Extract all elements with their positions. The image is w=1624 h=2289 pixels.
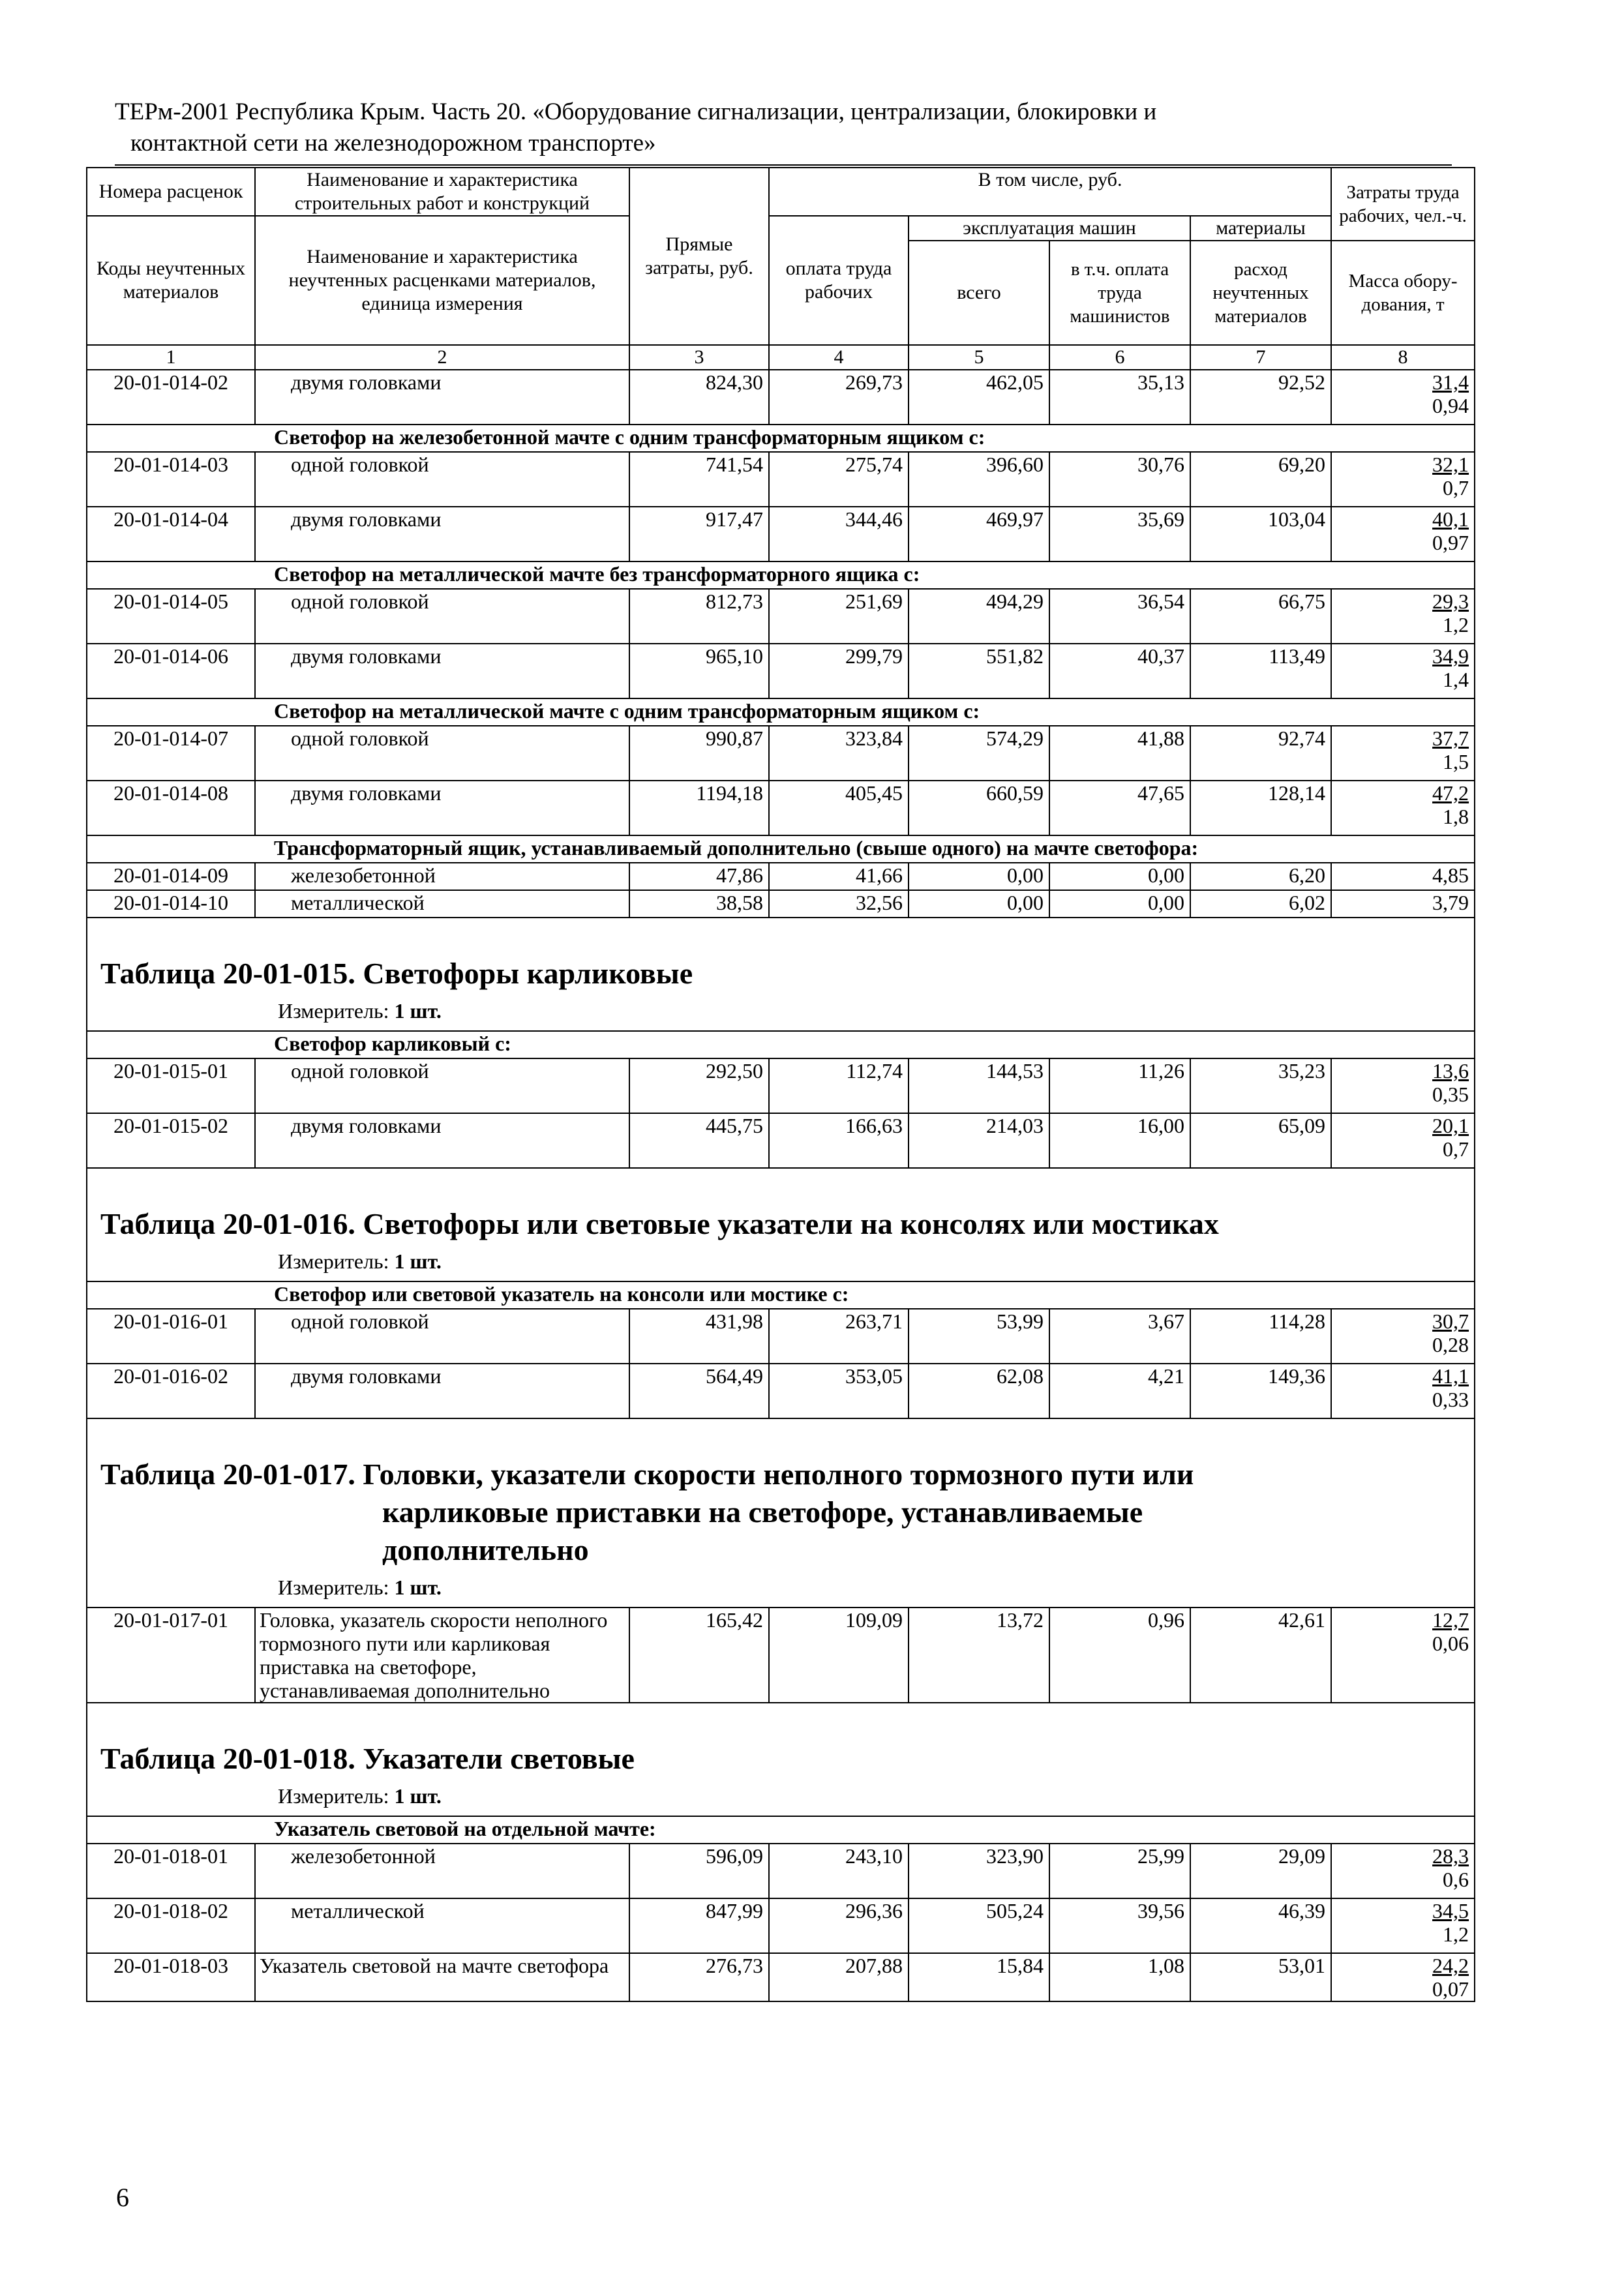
value-mach-labor: 40,37 xyxy=(1049,644,1190,698)
header-line-2: контактной сети на железнодорожном транспорте» xyxy=(130,130,656,157)
value-direct: 276,73 xyxy=(629,1953,769,2001)
value-mach-labor: 0,00 xyxy=(1049,890,1190,918)
value-mat: 92,52 xyxy=(1190,370,1331,425)
column-number-1: 1 xyxy=(87,345,255,370)
table-row xyxy=(87,1309,1475,1364)
rate-name: металлической xyxy=(255,890,629,918)
value-direct: 741,54 xyxy=(629,452,769,507)
equipment-mass: 0,7 xyxy=(1443,476,1469,500)
table-title-row xyxy=(87,918,1475,1031)
value-direct: 847,99 xyxy=(629,1898,769,1953)
value-mat: 46,39 xyxy=(1190,1898,1331,1953)
value-direct: 431,98 xyxy=(629,1309,769,1364)
labor-hours-cell: 3,79 xyxy=(1331,890,1475,918)
value-mach: 494,29 xyxy=(909,589,1049,644)
value-mach-labor: 35,13 xyxy=(1049,370,1190,425)
value-mat: 53,01 xyxy=(1190,1953,1331,2001)
table-title xyxy=(100,1456,1469,1569)
table-row xyxy=(87,589,1475,644)
value-mat: 149,36 xyxy=(1190,1364,1331,1418)
equipment-mass: 0,07 xyxy=(1432,1977,1469,2001)
value-mat: 65,09 xyxy=(1190,1113,1331,1168)
measure-value: 1 шт. xyxy=(394,999,442,1023)
equipment-mass: 0,7 xyxy=(1443,1137,1469,1161)
labor-hours-value: 40,1 xyxy=(1432,507,1469,531)
in-total-header: В том числе, руб. xyxy=(769,168,1331,216)
col5-header: всего xyxy=(909,241,1049,345)
value-direct: 165,42 xyxy=(629,1608,769,1703)
rate-code: 20-01-018-01 xyxy=(87,1844,255,1898)
table-title-cell xyxy=(87,1168,1475,1281)
rate-name: Головка, указатель скорости неполного тормозного пути или карликовая приставка на светофоре, устанавливаемая дополнительно xyxy=(255,1608,629,1703)
value-mach-labor: 3,67 xyxy=(1049,1309,1190,1364)
value-labor: 32,56 xyxy=(769,890,909,918)
value-mach-labor: 0,00 xyxy=(1049,863,1190,890)
rate-code: 20-01-016-02 xyxy=(87,1364,255,1418)
value-direct: 445,75 xyxy=(629,1113,769,1168)
col2-header-top: Наименование и характеристика строительных работ и конструкций xyxy=(255,168,629,216)
value-mat: 42,61 xyxy=(1190,1608,1331,1703)
labor-hours xyxy=(1337,507,1469,531)
labor-hours xyxy=(1337,1844,1469,1868)
labor-hours-cell xyxy=(1331,1309,1475,1364)
equipment-mass: 0,28 xyxy=(1432,1333,1469,1356)
col3-header: Прямые затраты, руб. xyxy=(629,168,769,345)
page-header xyxy=(115,97,1524,159)
rate-code: 20-01-018-03 xyxy=(87,1953,255,2001)
table-row xyxy=(87,1898,1475,1953)
labor-hours-value: 31,4 xyxy=(1432,370,1469,394)
table-row xyxy=(87,890,1475,918)
col8-header-bottom: Масса обору-дования, т xyxy=(1331,241,1475,345)
header-rule xyxy=(115,164,1452,166)
measure-label: Измеритель: xyxy=(278,1249,389,1273)
value-labor: 109,09 xyxy=(769,1608,909,1703)
equipment-mass: 1,8 xyxy=(1443,805,1469,828)
value-direct: 1194,18 xyxy=(629,781,769,835)
value-mat: 69,20 xyxy=(1190,452,1331,507)
labor-hours-value: 28,3 xyxy=(1432,1844,1469,1868)
rate-code: 20-01-015-02 xyxy=(87,1113,255,1168)
value-mat: 29,09 xyxy=(1190,1844,1331,1898)
measure-value: 1 шт. xyxy=(394,1576,442,1599)
labor-hours xyxy=(1337,453,1469,476)
value-mach: 0,00 xyxy=(909,890,1049,918)
table-title xyxy=(100,1205,1469,1243)
labor-hours xyxy=(1337,1608,1469,1632)
section-row xyxy=(87,835,1475,863)
rate-code: 20-01-014-02 xyxy=(87,370,255,425)
value-mach: 660,59 xyxy=(909,781,1049,835)
value-mach-labor: 16,00 xyxy=(1049,1113,1190,1168)
price-table-body xyxy=(87,168,1475,2001)
value-mach: 323,90 xyxy=(909,1844,1049,1898)
value-labor: 166,63 xyxy=(769,1113,909,1168)
labor-hours-cell xyxy=(1331,1844,1475,1898)
column-number-3: 3 xyxy=(629,345,769,370)
table-title-line-1: Таблица 20-01-015. Светофоры карликовые xyxy=(100,957,693,990)
table-row xyxy=(87,507,1475,561)
labor-hours-cell xyxy=(1331,589,1475,644)
value-direct: 917,47 xyxy=(629,507,769,561)
table-row xyxy=(87,1364,1475,1418)
value-mach: 144,53 xyxy=(909,1058,1049,1113)
table-title-line-2: карликовые приставки на светофоре, устанавливаемые xyxy=(382,1495,1143,1529)
labor-hours xyxy=(1337,1114,1469,1137)
section-title: Светофор или световой указатель на консоли или мостике с: xyxy=(87,1281,1475,1309)
section-title: Светофор на металлической мачте без трансформаторного ящика с: xyxy=(87,561,1475,589)
labor-hours-cell xyxy=(1331,726,1475,781)
labor-hours-cell xyxy=(1331,1608,1475,1703)
column-number-4: 4 xyxy=(769,345,909,370)
value-mach-labor: 0,96 xyxy=(1049,1608,1190,1703)
rate-name: одной головкой xyxy=(255,452,629,507)
labor-hours-cell xyxy=(1331,507,1475,561)
rate-code: 20-01-018-02 xyxy=(87,1898,255,1953)
value-labor: 263,71 xyxy=(769,1309,909,1364)
rate-code: 20-01-016-01 xyxy=(87,1309,255,1364)
value-labor: 299,79 xyxy=(769,644,909,698)
labor-hours-value: 34,9 xyxy=(1432,644,1469,668)
value-direct: 824,30 xyxy=(629,370,769,425)
section-row xyxy=(87,698,1475,726)
page-number: 6 xyxy=(116,2183,129,2212)
rate-code: 20-01-014-05 xyxy=(87,589,255,644)
value-mat: 6,20 xyxy=(1190,863,1331,890)
labor-hours-value: 12,7 xyxy=(1432,1608,1469,1632)
rate-name: железобетонной xyxy=(255,863,629,890)
rate-name: одной головкой xyxy=(255,726,629,781)
equipment-mass: 0,6 xyxy=(1443,1868,1469,1891)
rate-name: двумя головками xyxy=(255,370,629,425)
value-labor: 296,36 xyxy=(769,1898,909,1953)
value-direct: 564,49 xyxy=(629,1364,769,1418)
rate-code: 20-01-014-08 xyxy=(87,781,255,835)
table-title-cell xyxy=(87,918,1475,1031)
value-mach: 396,60 xyxy=(909,452,1049,507)
equipment-mass: 0,33 xyxy=(1432,1388,1469,1411)
value-mach-labor: 35,69 xyxy=(1049,507,1190,561)
labor-hours-value: 32,1 xyxy=(1432,453,1469,476)
section-row xyxy=(87,1281,1475,1309)
value-mach: 574,29 xyxy=(909,726,1049,781)
table-title-row xyxy=(87,1168,1475,1281)
equipment-mass: 1,5 xyxy=(1443,750,1469,773)
labor-hours-cell xyxy=(1331,1113,1475,1168)
value-direct: 292,50 xyxy=(629,1058,769,1113)
section-row xyxy=(87,1031,1475,1058)
value-mat: 114,28 xyxy=(1190,1309,1331,1364)
value-mach: 505,24 xyxy=(909,1898,1049,1953)
table-row xyxy=(87,370,1475,425)
table-row xyxy=(87,1953,1475,2001)
rate-name: одной головкой xyxy=(255,589,629,644)
labor-hours xyxy=(1337,590,1469,613)
col4-header: оплата труда рабочих xyxy=(769,216,909,345)
rate-name: одной головкой xyxy=(255,1058,629,1113)
rate-name: двумя головками xyxy=(255,644,629,698)
table-measure xyxy=(100,1248,1469,1274)
table-title xyxy=(100,955,1469,993)
section-row xyxy=(87,1816,1475,1844)
value-labor: 275,74 xyxy=(769,452,909,507)
labor-hours-cell xyxy=(1331,781,1475,835)
table-title-line-1: Таблица 20-01-016. Светофоры или световые указатели на консолях или мостиках xyxy=(100,1207,1219,1240)
section-row xyxy=(87,425,1475,452)
table-row xyxy=(87,781,1475,835)
rate-name: одной головкой xyxy=(255,1309,629,1364)
column-numbers-row xyxy=(87,345,1475,370)
equipment-mass: 1,4 xyxy=(1443,668,1469,691)
materials-header: материалы xyxy=(1190,216,1331,241)
value-mat: 92,74 xyxy=(1190,726,1331,781)
header-line-1: ТЕРм-2001 Республика Крым. Часть 20. «Оборудование сигнализации, централизации, блокировки и xyxy=(115,98,1157,125)
value-mach-labor: 39,56 xyxy=(1049,1898,1190,1953)
value-mach-labor: 41,88 xyxy=(1049,726,1190,781)
labor-hours-value: 20,1 xyxy=(1432,1114,1469,1137)
table-title-row xyxy=(87,1703,1475,1816)
value-labor: 269,73 xyxy=(769,370,909,425)
rate-name: двумя головками xyxy=(255,1113,629,1168)
value-labor: 251,69 xyxy=(769,589,909,644)
value-mat: 103,04 xyxy=(1190,507,1331,561)
table-title-cell xyxy=(87,1418,1475,1608)
value-mat: 128,14 xyxy=(1190,781,1331,835)
rate-code: 20-01-014-09 xyxy=(87,863,255,890)
rate-code: 20-01-014-06 xyxy=(87,644,255,698)
rate-code: 20-01-014-03 xyxy=(87,452,255,507)
rate-code: 20-01-014-07 xyxy=(87,726,255,781)
measure-label: Измеритель: xyxy=(278,999,389,1023)
value-mach-labor: 11,26 xyxy=(1049,1058,1190,1113)
value-mach-labor: 1,08 xyxy=(1049,1953,1190,2001)
value-mach-labor: 47,65 xyxy=(1049,781,1190,835)
labor-hours xyxy=(1337,1899,1469,1922)
labor-hours xyxy=(1337,1059,1469,1083)
section-title: Светофор на железобетонной мачте с одним трансформаторным ящиком с: xyxy=(87,425,1475,452)
measure-value: 1 шт. xyxy=(394,1784,442,1808)
value-mach: 462,05 xyxy=(909,370,1049,425)
value-mat: 66,75 xyxy=(1190,589,1331,644)
col8-header-top: Затраты труда рабочих, чел.-ч. xyxy=(1331,168,1475,241)
labor-hours-cell xyxy=(1331,1364,1475,1418)
value-mach: 62,08 xyxy=(909,1364,1049,1418)
table-measure xyxy=(100,1783,1469,1809)
rate-name: Указатель световой на мачте светофора xyxy=(255,1953,629,2001)
value-mach: 469,97 xyxy=(909,507,1049,561)
labor-hours-value: 29,3 xyxy=(1432,590,1469,613)
table-title-line-3: дополнительно xyxy=(382,1533,589,1566)
section-title: Светофор карликовый с: xyxy=(87,1031,1475,1058)
table-title-line-1: Таблица 20-01-017. Головки, указатели скорости неполного тормозного пути или xyxy=(100,1458,1194,1491)
labor-hours-cell xyxy=(1331,1058,1475,1113)
value-mach-labor: 30,76 xyxy=(1049,452,1190,507)
column-number-6: 6 xyxy=(1049,345,1190,370)
measure-label: Измеритель: xyxy=(278,1576,389,1599)
table-row xyxy=(87,452,1475,507)
value-direct: 812,73 xyxy=(629,589,769,644)
rate-name: железобетонной xyxy=(255,1844,629,1898)
equipment-mass: 1,2 xyxy=(1443,1922,1469,1946)
rate-code: 20-01-014-10 xyxy=(87,890,255,918)
equipment-mass: 0,06 xyxy=(1432,1632,1469,1655)
value-labor: 243,10 xyxy=(769,1844,909,1898)
labor-hours-value: 13,6 xyxy=(1432,1059,1469,1083)
equipment-mass: 0,35 xyxy=(1432,1083,1469,1106)
value-mach-labor: 36,54 xyxy=(1049,589,1190,644)
labor-hours xyxy=(1337,781,1469,805)
table-row xyxy=(87,644,1475,698)
value-mach: 13,72 xyxy=(909,1608,1049,1703)
column-number-7: 7 xyxy=(1190,345,1331,370)
labor-hours xyxy=(1337,1309,1469,1333)
labor-hours-value: 41,1 xyxy=(1432,1364,1469,1388)
rate-code: 20-01-014-04 xyxy=(87,507,255,561)
value-direct: 38,58 xyxy=(629,890,769,918)
rate-name: двумя головками xyxy=(255,781,629,835)
machines-header: эксплуатация машин xyxy=(909,216,1190,241)
table-row xyxy=(87,1844,1475,1898)
labor-hours-value: 47,2 xyxy=(1432,781,1469,805)
equipment-mass: 0,97 xyxy=(1432,531,1469,554)
value-mach-labor: 25,99 xyxy=(1049,1844,1190,1898)
section-title: Светофор на металлической мачте с одним трансформаторным ящиком с: xyxy=(87,698,1475,726)
labor-hours-cell: 4,85 xyxy=(1331,863,1475,890)
value-labor: 41,66 xyxy=(769,863,909,890)
table-measure xyxy=(100,1574,1469,1600)
header-row-1 xyxy=(87,168,1475,216)
labor-hours xyxy=(1337,1364,1469,1388)
section-row xyxy=(87,561,1475,589)
table-title-row xyxy=(87,1418,1475,1608)
value-labor: 344,46 xyxy=(769,507,909,561)
labor-hours-value: 30,7 xyxy=(1432,1309,1469,1333)
labor-hours-value: 37,7 xyxy=(1432,726,1469,750)
labor-hours-cell xyxy=(1331,1898,1475,1953)
equipment-mass: 0,94 xyxy=(1432,394,1469,417)
value-mach: 15,84 xyxy=(909,1953,1049,2001)
rate-name: двумя головками xyxy=(255,507,629,561)
table-row xyxy=(87,1608,1475,1703)
value-mat: 6,02 xyxy=(1190,890,1331,918)
value-labor: 323,84 xyxy=(769,726,909,781)
labor-hours-cell xyxy=(1331,1953,1475,2001)
table-title-line-1: Таблица 20-01-018. Указатели световые xyxy=(100,1742,635,1775)
section-title: Трансформаторный ящик, устанавливаемый дополнительно (свыше одного) на мачте светофора: xyxy=(87,835,1475,863)
value-mat: 113,49 xyxy=(1190,644,1331,698)
labor-hours xyxy=(1337,1954,1469,1977)
value-mach: 53,99 xyxy=(909,1309,1049,1364)
col1-header-bottom: Коды неучтенных материалов xyxy=(87,216,255,345)
measure-value: 1 шт. xyxy=(394,1249,442,1273)
value-mach: 0,00 xyxy=(909,863,1049,890)
table-title-cell xyxy=(87,1703,1475,1816)
col2-header-bottom: Наименование и характеристика неучтенных расценками материалов, единица измерения xyxy=(255,216,629,345)
labor-hours-cell xyxy=(1331,644,1475,698)
price-table xyxy=(86,167,1475,2002)
section-title: Указатель световой на отдельной мачте: xyxy=(87,1816,1475,1844)
rate-name: двумя головками xyxy=(255,1364,629,1418)
table-row xyxy=(87,863,1475,890)
column-number-2: 2 xyxy=(255,345,629,370)
labor-hours-cell xyxy=(1331,370,1475,425)
col6-header: в т.ч. оплата труда машинистов xyxy=(1049,241,1190,345)
value-labor: 353,05 xyxy=(769,1364,909,1418)
column-number-5: 5 xyxy=(909,345,1049,370)
value-mach: 551,82 xyxy=(909,644,1049,698)
labor-hours-value: 24,2 xyxy=(1432,1954,1469,1977)
labor-hours-cell xyxy=(1331,452,1475,507)
value-labor: 207,88 xyxy=(769,1953,909,2001)
value-mat: 35,23 xyxy=(1190,1058,1331,1113)
value-labor: 405,45 xyxy=(769,781,909,835)
table-title xyxy=(100,1740,1469,1778)
col7-header: расход неучтенных материалов xyxy=(1190,241,1331,345)
table-row xyxy=(87,726,1475,781)
labor-hours xyxy=(1337,726,1469,750)
value-direct: 47,86 xyxy=(629,863,769,890)
labor-hours xyxy=(1337,644,1469,668)
measure-label: Измеритель: xyxy=(278,1784,389,1808)
column-number-8: 8 xyxy=(1331,345,1475,370)
value-mach-labor: 4,21 xyxy=(1049,1364,1190,1418)
table-row xyxy=(87,1058,1475,1113)
value-direct: 965,10 xyxy=(629,644,769,698)
rate-name: металлической xyxy=(255,1898,629,1953)
labor-hours xyxy=(1337,370,1469,394)
labor-hours-value: 34,5 xyxy=(1432,1899,1469,1922)
value-direct: 596,09 xyxy=(629,1844,769,1898)
rate-code: 20-01-017-01 xyxy=(87,1608,255,1703)
col1-header-top: Номера расценок xyxy=(87,168,255,216)
table-row xyxy=(87,1113,1475,1168)
value-labor: 112,74 xyxy=(769,1058,909,1113)
rate-code: 20-01-015-01 xyxy=(87,1058,255,1113)
value-direct: 990,87 xyxy=(629,726,769,781)
table-measure xyxy=(100,998,1469,1024)
header-row-2 xyxy=(87,216,1475,241)
value-mach: 214,03 xyxy=(909,1113,1049,1168)
equipment-mass: 1,2 xyxy=(1443,613,1469,636)
